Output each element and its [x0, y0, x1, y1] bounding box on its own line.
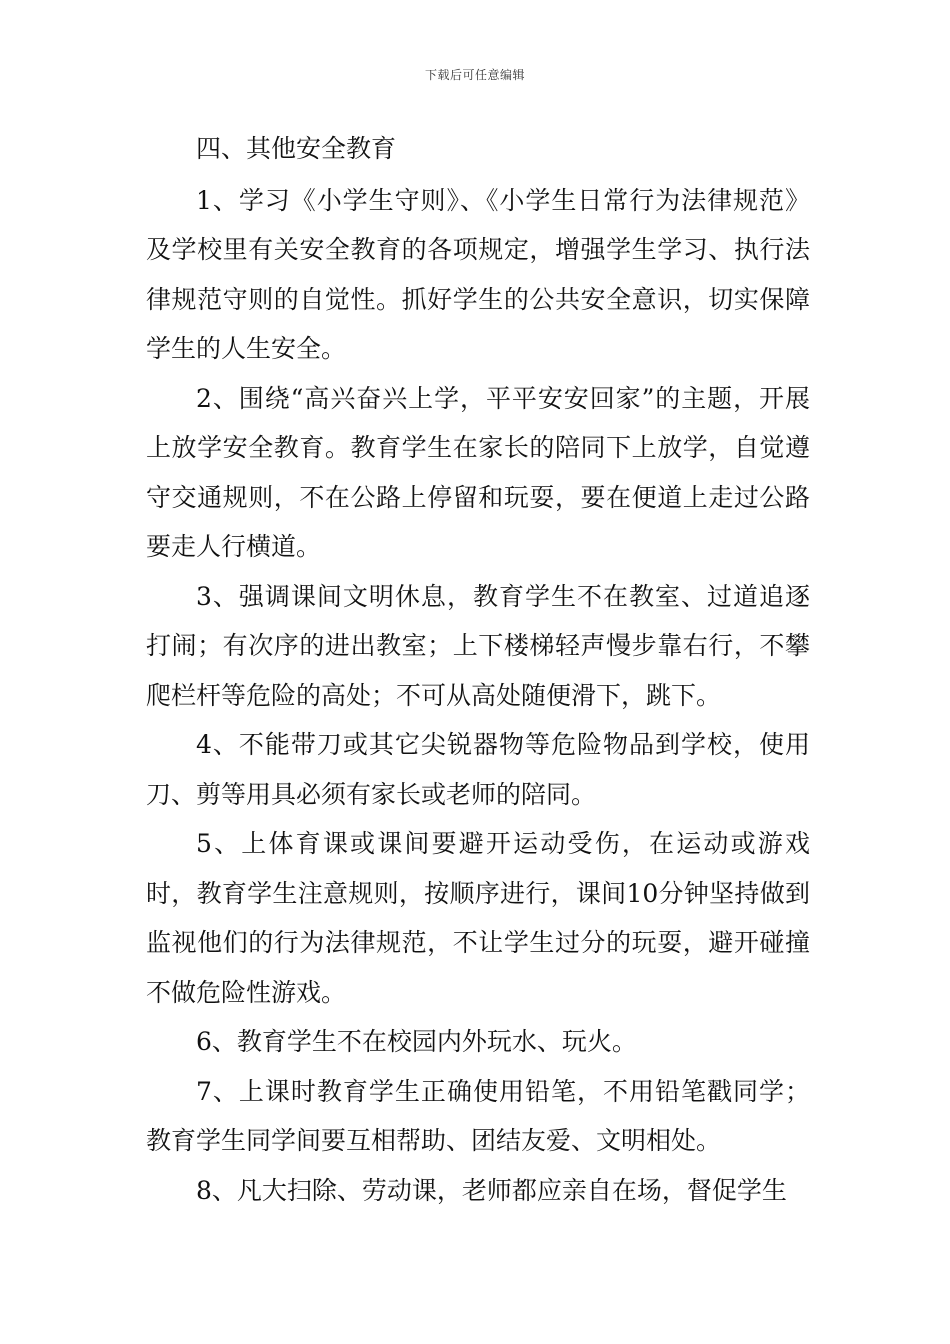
paragraph-item-2: 2、围绕“高兴奋兴上学，平平安安回家”的主题，开展上放学安全教育。教育学生在家长的陪同下上放学，自觉遵守交通规则，不在公路上停留和玩耍，要在便道上走过公路要走人行横道。	[146, 383, 810, 561]
paragraph-item-8: 8、凡大扫除、劳动课，老师都应亲自在场，督促学生	[196, 1175, 787, 1205]
paragraph-item-6: 6、教育学生不在校园内外玩水、玩火。	[196, 1027, 637, 1056]
document-body	[146, 124, 810, 1215]
section-heading: 四、其他安全教育	[196, 134, 397, 163]
paragraph-item-4: 4、不能带刀或其它尖锐器物等危险物品到学校，使用刀、剪等用具必须有家长或老师的陪同。	[146, 730, 810, 809]
paragraph-item-1: 1、学习《小学生守则》、《小学生日常行为法律规范》及学校里有关安全教育的各项规定，增强学生学习、执行法律规范守则的自觉性。抓好学生的公共安全意识，切实保障学生的人生安全。	[146, 185, 810, 363]
paragraph-item-7: 7、上课时教育学生正确使用铅笔，不用铅笔戳同学；教育学生同学间要互相帮助、团结友爱、文明相处。	[146, 1076, 810, 1155]
paragraph-item-5: 5、上体育课或课间要避开运动受伤，在运动或游戏时，教育学生注意规则，按顺序进行，课间10分钟坚持做到监视他们的行为法律规范，不让学生过分的玩耍，避开碰撞不做危险性游戏。	[146, 829, 810, 1007]
paragraph-item-3: 3、强调课间文明休息，教育学生不在教室、过道追逐打闹；有次序的进出教室；上下楼梯轻声慢步靠右行，不攀爬栏杆等危险的高处；不可从高处随便滑下，跳下。	[146, 581, 810, 710]
header-note: 下载后可任意编辑	[424, 68, 525, 82]
